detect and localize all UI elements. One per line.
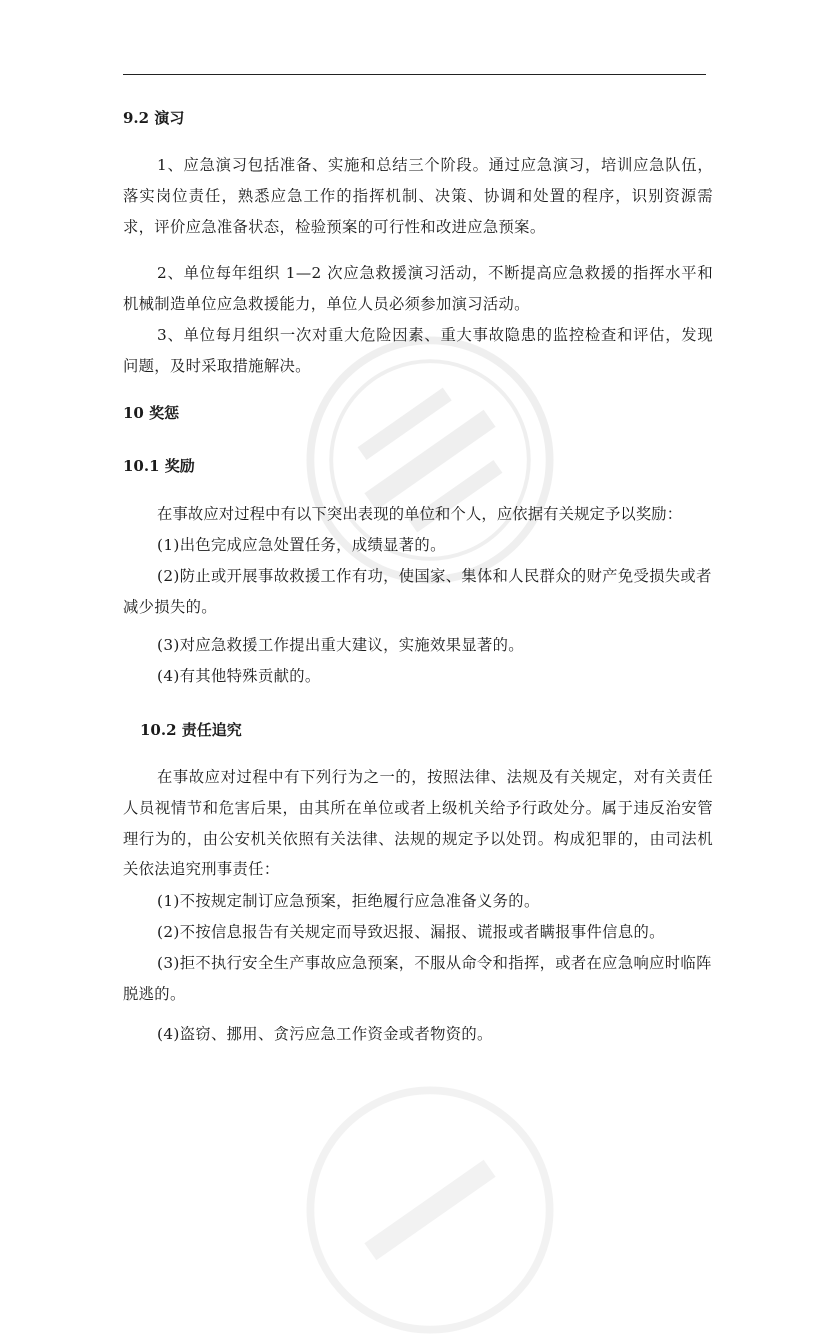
header-rule — [123, 74, 706, 75]
accountability-item: (2)不按信息报告有关规定而导致迟报、漏报、谎报或者瞒报事件信息的。 — [157, 923, 665, 941]
accountability-item: (1)不按规定制订应急预案，拒绝履行应急准备义务的。 — [157, 892, 540, 910]
paragraph-drill-2: 2、单位每年组织 1—2 次应急救援演习活动，不断提高应急救援的指挥水平和机械制造单位应急救援能力，单位人员必须参加演习活动。 — [123, 264, 713, 313]
watermark-seal-icon — [300, 1080, 560, 1340]
section-9-2-heading: 9.2 演习 — [123, 109, 185, 127]
paragraph-drill-1: 1、应急演习包括准备、实施和总结三个阶段。通过应急演习，培训应急队伍，落实岗位责任，熟悉应急工作的指挥机制、决策、协调和处置的程序，识别资源需求，评价应急准备状态，检验预案的可行性和改进应急预案。 — [123, 156, 713, 236]
accountability-item: (4)盗窃、挪用、贪污应急工作资金或者物资的。 — [157, 1025, 493, 1043]
section-10-1-heading: 10.1 奖励 — [123, 457, 195, 475]
reward-item: (2)防止或开展事故救援工作有功，使国家、集体和人民群众的财产免受损失或者减少损失的。 — [123, 567, 712, 616]
section-10-heading: 10 奖惩 — [123, 404, 180, 422]
paragraph-drill-3: 3、单位每月组织一次对重大危险因素、重大事故隐患的监控检查和评估，发现问题，及时采取措施解决。 — [123, 326, 713, 375]
reward-intro: 在事故应对过程中有以下突出表现的单位和个人，应依据有关规定予以奖励： — [157, 505, 683, 523]
section-10-2-heading: 10.2 责任追究 — [140, 721, 242, 739]
reward-item: (4)有其他特殊贡献的。 — [157, 667, 321, 685]
reward-item: (1)出色完成应急处置任务，成绩显著的。 — [157, 536, 446, 554]
reward-item: (3)对应急救援工作提出重大建议，实施效果显著的。 — [157, 636, 524, 654]
accountability-intro: 在事故应对过程中有下列行为之一的，按照法律、法规及有关规定，对有关责任人员视情节和危害后果，由其所在单位或者上级机关给予行政处分。属于违反治安管理行为的，由公安机关依照有关法律、法规的规定予以处罚。构成犯罪的，由司法机关依法追究刑事责任： — [123, 768, 713, 879]
accountability-item: (3)拒不执行安全生产事故应急预案，不服从命令和指挥，或者在应急响应时临阵脱逃的。 — [123, 954, 712, 1003]
